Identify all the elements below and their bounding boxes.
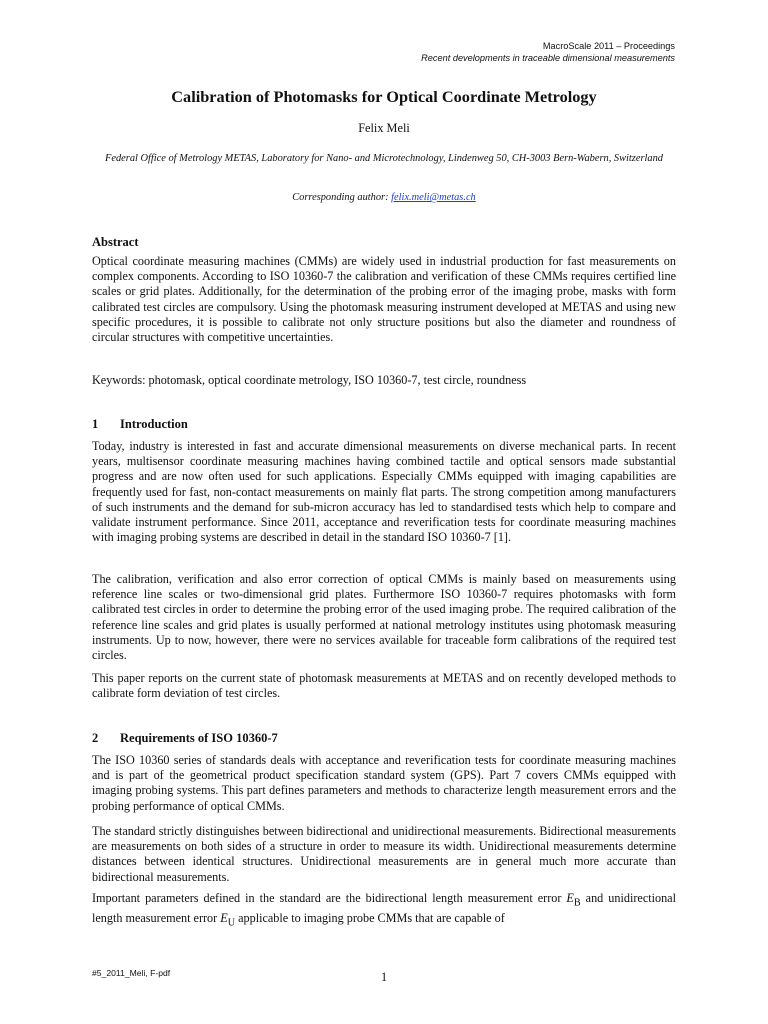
keywords: Keywords: photomask, optical coordinate metrology, ISO 10360-7, test circle, roundness <box>92 373 527 387</box>
paragraph-text: and unidirectional length measurement error <box>92 891 676 925</box>
paragraph: Today, industry is interested in fast and accurate dimensional measurements on diverse mechanical parts. In recent years, multisensor coordinate measuring machines having combined tactile and optical sensors made substantial progress and are now often used for such applications. Especially CMMs equipped with imaging capabilities are frequently used for fast, non-contact measurements on mainly flat parts. The strong competition among manufacturers of such instruments and the demand for sub-micron accuracy has led to standardised tests which help to compare and validate instrument performance. Since 2011, acceptance and reverification tests for coordinate measuring machines with imaging probing systems are described in detail in the standard ISO 10360-7 [1]. <box>92 439 676 545</box>
running-head-line-1: MacroScale 2011 – Proceedings <box>542 41 675 51</box>
footer-file-id: #5_2011_Meli, F-pdf <box>92 968 171 978</box>
paragraph: The calibration, verification and also error correction of optical CMMs is mainly based on measurements using reference line scales or two-dimensional grid plates. Furthermore ISO 10360-7 requires photomasks with form calibrated test circles in order to determine the probing error of the used imaging probe. The required calibration of the reference line scales and grid plates is usually performed at national metrology institutes using photomask measuring instruments. Up to now, however, there were no services available for traceable form calibrations of the required test circles. <box>92 572 676 663</box>
paragraph: This paper reports on the current state of photomask measurements at METAS and on recently developed methods to calibrate form deviation of test circles. <box>92 671 676 701</box>
symbol-e: E <box>220 910 228 925</box>
corresponding-author <box>0 192 768 203</box>
section-number: 2 <box>92 731 99 745</box>
corresponding-author-label: Corresponding author: <box>292 192 392 203</box>
paragraph: The standard strictly distinguishes between bidirectional and unidirectional measurements. Bidirectional measurements are measurements on both sides of a structure in order to measure its width. Unidirectional measurements determine distances between identical structures. Unidirectional measurements are in general much more accurate than bidirectional measurements. <box>92 824 676 884</box>
paragraph-text: applicable to imaging probe CMMs that are capable of <box>235 910 505 925</box>
author-affiliation: Federal Office of Metrology METAS, Laboratory for Nano- and Microtechnology, Lindenweg 50, CH-3003 Bern-Wabern, Switzerland <box>105 153 663 164</box>
abstract-heading: Abstract <box>92 235 139 249</box>
section-title: Introduction <box>120 417 188 431</box>
author-name: Felix Meli <box>358 121 410 135</box>
section-number: 1 <box>92 417 99 431</box>
abstract-text: Optical coordinate measuring machines (CMMs) are widely used in industrial production for fast measurements on complex components. According to ISO 10360-7 the calibration and verification of these CMMs requires certified line scales or grid plates. Additionally, for the determination of the probing error of the imaging probe, masks with form calibrated test circles are compulsory. Using the photomask measuring instrument developed at METAS and using new specific procedures, it is possible to calibrate not only structure positions but also the diameter and roundness of circular structures with competitive uncertainties. <box>92 254 676 345</box>
symbol-e: E <box>566 891 574 905</box>
running-head-line-2: Recent developments in traceable dimensional measurements <box>421 53 675 63</box>
section-title: Requirements of ISO 10360-7 <box>120 731 278 745</box>
section-heading-requirements <box>92 731 278 746</box>
author-email-link[interactable]: felix.meli@metas.ch <box>391 192 476 203</box>
subscript-u: U <box>227 917 236 929</box>
section-heading-introduction <box>92 417 188 432</box>
page-number: 1 <box>380 970 388 984</box>
paragraph: The ISO 10360 series of standards deals with acceptance and reverification tests for coordinate measuring machines and is part of the geometrical product specification standard system (GPS). Part 7 covers CMMs equipped with imaging probing systems. This part defines parameters and methods to characterize length measurement errors and the probing performance of optical CMMs. <box>92 753 676 813</box>
running-head <box>421 40 675 64</box>
subscript-b: B <box>573 897 581 909</box>
paragraph-text: Important parameters defined in the standard are the bidirectional length measurement error <box>92 891 567 905</box>
paragraph <box>92 891 676 930</box>
paper-title: Calibration of Photomasks for Optical Coordinate Metrology <box>171 87 597 106</box>
